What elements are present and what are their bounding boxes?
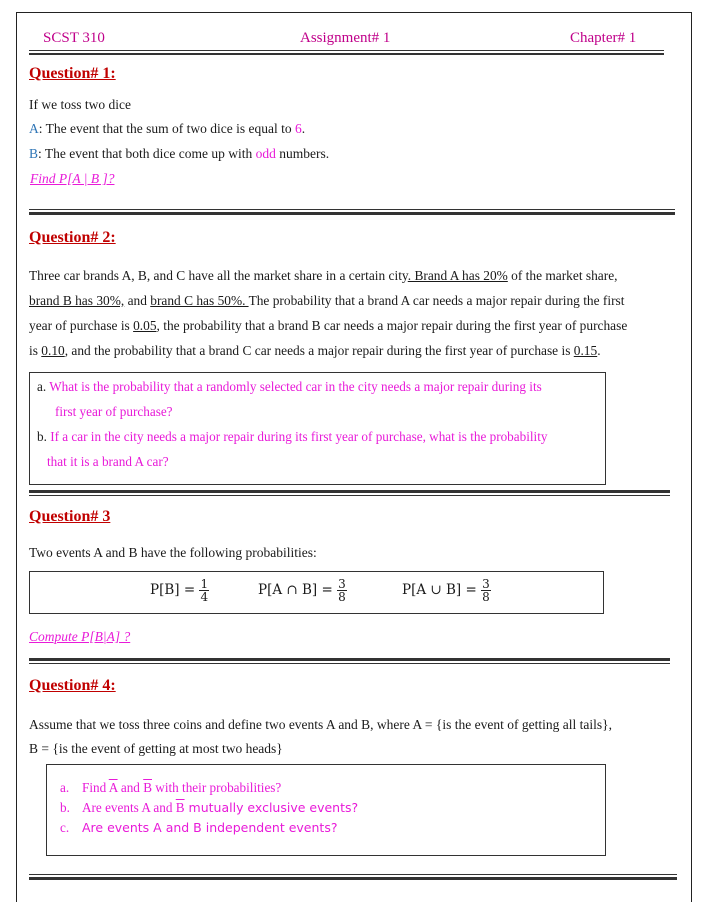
chapter-label: Chapter# 1 (570, 30, 637, 46)
q2-rule (29, 490, 670, 493)
q4-item-c-label: c. (60, 820, 70, 835)
q3-pb (150, 578, 209, 603)
q2-title: Question# 2: (29, 229, 116, 246)
q4-rule-2 (29, 877, 677, 880)
q3-pb-den: 4 (200, 590, 209, 604)
course-code: SCST 310 (43, 30, 105, 46)
q4-item-a-bbar: $\overline{B}$ (143, 780, 152, 795)
q2-sub-a-line2: first year of purchase? (55, 404, 173, 419)
q3-pand-label: P[A ∩ B] = (258, 582, 338, 598)
q2-p3a: year of purchase is (29, 318, 134, 333)
q2-rule-2 (29, 495, 670, 496)
q2-sub-b-line1: If a car in the city needs a major repair during its first year of purchase, what is the probability (50, 429, 548, 444)
q4-item-b-label: b. (60, 800, 70, 815)
q2-p3b: 0.05 (133, 318, 157, 333)
q4-item-a-pre: Find (82, 780, 109, 795)
q2-p1-end: of the market share, (507, 268, 618, 283)
q2-sub-a-label: a. (37, 379, 47, 394)
q4-item-b-post: mutually exclusive events? (184, 800, 359, 815)
q3-rule-2 (29, 663, 670, 664)
q3-pand-den: 8 (338, 590, 346, 604)
q2-p2c: brand C has 50%. (150, 293, 249, 308)
q3-por (402, 578, 491, 603)
q4-item-a-post: with their probabilities? (152, 780, 282, 795)
q3-pb-label: P[B] = (150, 582, 200, 598)
q3-compute: Compute P[B|A] ? (29, 629, 131, 644)
q1-b-text: : The event that both dice come up with (38, 146, 256, 161)
q3-por-num: 3 (482, 577, 490, 591)
q2-p4c: , and the probability that a brand C car needs a major repair during the first year of purchase is (64, 343, 574, 358)
q2-sub-a-line1: What is the probability that a randomly selected car in the city needs a major repair during its (49, 379, 542, 394)
q2-sub-a (37, 374, 542, 399)
assignment-label: Assignment# 1 (300, 30, 391, 46)
q4-item-a (60, 778, 281, 798)
q2-p4b: 0.10 (41, 343, 65, 358)
q4-title: Question# 4: (29, 677, 116, 694)
q1-b-label: B (29, 146, 39, 161)
q4-item-b (60, 798, 358, 818)
q2-p2d: The probability that a brand A car needs a major repair during the first (248, 293, 625, 308)
q1-rule (29, 209, 675, 210)
q2-p2b: and (124, 293, 151, 308)
q3-intro: Two events A and B have the following probabilities: (29, 545, 317, 560)
q3-title: Question# 3 (29, 508, 111, 525)
q1-event-a (29, 116, 305, 141)
q4-item-a-label: a. (60, 780, 70, 795)
q2-p1-underline: . Brand A has 20% (407, 268, 508, 283)
q4-item-c (60, 818, 337, 838)
q1-intro: If we toss two dice (29, 97, 131, 112)
q4-item-a-abar: $\overline{A}$ (108, 780, 118, 795)
q4-item-b-pre: Are events A and (82, 800, 176, 815)
q1-b-value: odd (255, 146, 276, 161)
q1-a-label: A (29, 121, 39, 136)
q4-item-c-pre: Are events A and B independent events? (82, 820, 338, 835)
q2-p2a: brand B has 30%, (29, 293, 125, 308)
q4-line1: Assume that we toss three coins and define two events A and B, where A = {is the event of getting all tails}, (29, 717, 612, 732)
q2-p4e: . (597, 343, 601, 358)
q2-p4a: is (29, 343, 42, 358)
q1-event-b (29, 141, 329, 166)
q4-line2: B = {is the event of getting at most two heads} (29, 741, 283, 756)
q2-p4d: 0.15 (573, 343, 598, 358)
q2-sub-b (37, 424, 547, 449)
q3-pand (258, 578, 347, 603)
q2-sub-b-label: b. (37, 429, 47, 444)
q1-find: Find P[A | B ]? (30, 171, 115, 186)
q4-item-b-bbar: $\overline{B}$ (175, 800, 185, 815)
header-rule-2 (29, 53, 664, 55)
q3-por-label: P[A ∪ B] = (402, 582, 482, 598)
q1-title: Question# 1: (29, 65, 116, 82)
q3-pand-num: 3 (338, 577, 346, 591)
q4-rule (29, 874, 677, 875)
header-rule (29, 50, 664, 51)
q3-por-den: 8 (482, 590, 490, 604)
q1-rule-2 (29, 212, 675, 215)
q2-sub-b-line2: that it is a brand A car? (47, 454, 169, 469)
q2-p3c: , the probability that a brand B car needs a major repair during the first year of purchase (156, 318, 628, 333)
q1-a-end: . (301, 121, 306, 136)
q2-p1: Three car brands A, B, and C have all the market share in a certain city (29, 268, 408, 283)
q1-a-text: : The event that the sum of two dice is equal to (38, 121, 295, 136)
q3-pb-num: 1 (200, 577, 209, 591)
q3-rule (29, 658, 670, 661)
q2-paragraph (29, 263, 679, 363)
q1-a-value: 6 (294, 121, 302, 136)
q1-b-end: numbers. (275, 146, 330, 161)
q4-item-a-mid: and (117, 780, 144, 795)
